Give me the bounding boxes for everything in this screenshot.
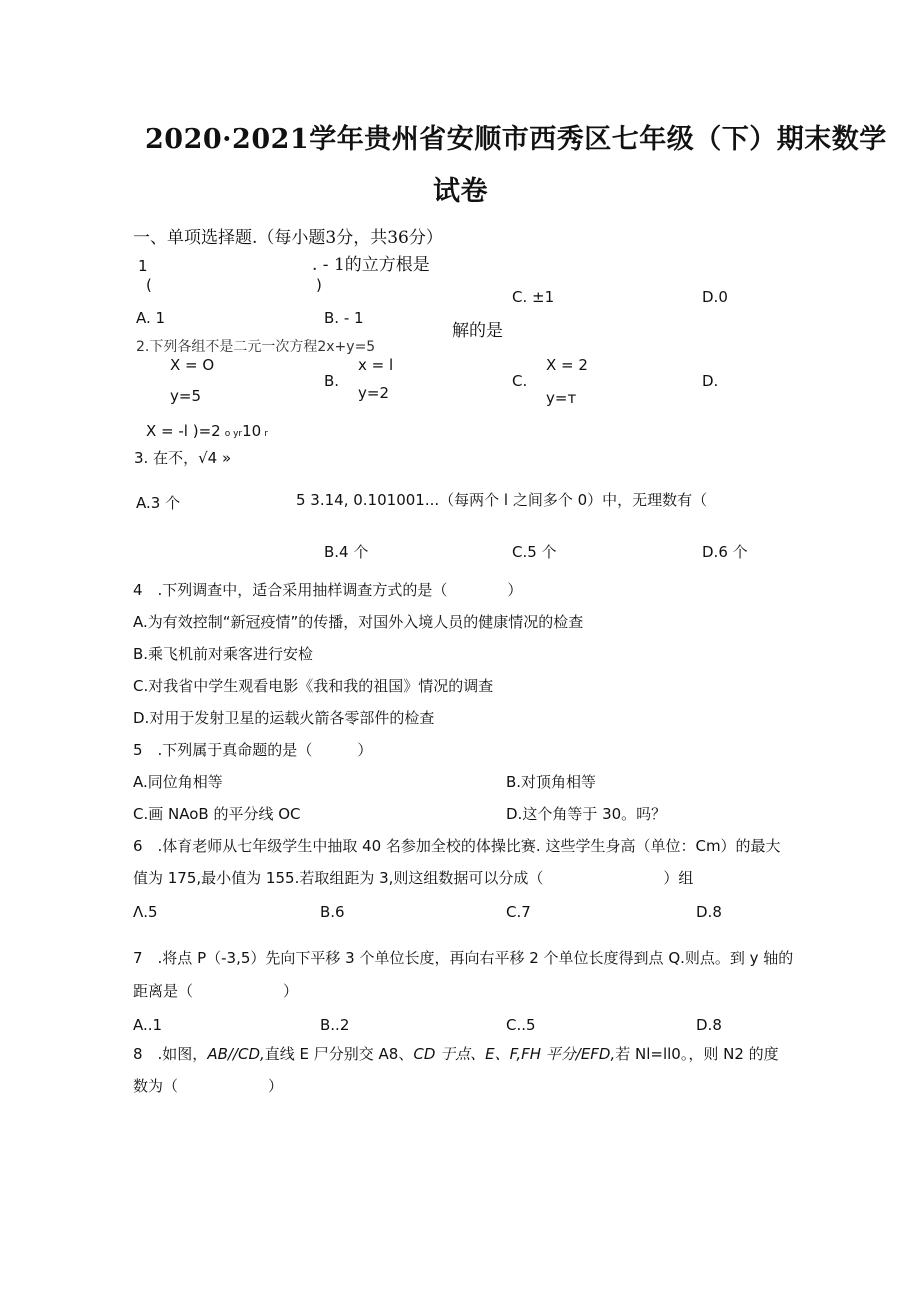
q4-option-c: C.对我省中学生观看电影《我和我的祖国》情况的调查 (133, 677, 494, 695)
q6-stem-line1: 6 .体育老师从七年级学生中抽取 40 名参加全校的体操比赛. 这些学生身高（单位：Cm）的最大 (133, 837, 781, 855)
q1-paren-open: ( (146, 276, 152, 294)
q4-stem: 4 .下列调查中，适合采用抽样调查方式的是（ ） (133, 581, 523, 599)
q2-extra-end: r (264, 429, 268, 439)
q1-number: 1 (138, 257, 148, 275)
q6-option-a: Λ.5 (133, 903, 158, 921)
q3-option-b: B.4 个 (324, 543, 369, 561)
q2-option-b-label: B. (324, 372, 340, 390)
q5-option-d: D.这个角等于 30。吗？ (506, 805, 667, 823)
q2-extra-line (146, 424, 268, 439)
q8-part5: 若 Nl=ll0。，则 N2 的度 (615, 1045, 779, 1063)
q2-option-c-x: X = 2 (546, 356, 588, 374)
q6-option-d: D.8 (696, 903, 722, 921)
q2-extra-main: X = -l )=2 (146, 422, 221, 440)
q2-garbled-clip (136, 339, 436, 355)
q1-option-b: B. - 1 (324, 309, 364, 327)
q2-extra-tail: 10 (242, 422, 262, 440)
q2-option-a-x: X = O (170, 356, 215, 374)
q7-option-b: B..2 (320, 1016, 350, 1034)
q7-stem-line1: 7 .将点 P（-3,5）先向下平移 3 个单位长度，再向右平移 2 个单位长度得到点 Q.则点。到 y 轴的 (133, 949, 794, 967)
section-heading: 一、单项选择题.（每小题3分，共36分） (133, 228, 443, 248)
q3-option-c: C.5 个 (512, 543, 557, 561)
q7-option-c: C..5 (506, 1016, 536, 1034)
q2-option-d-label: D. (702, 372, 719, 390)
q3-option-a: A.3 个 (136, 494, 181, 512)
q1-option-a: A. 1 (136, 309, 166, 327)
q1-option-c: C. ±1 (512, 288, 555, 306)
q2-option-c-label: C. (512, 372, 528, 390)
q7-option-d: D.8 (696, 1016, 722, 1034)
q5-option-a: A.同位角相等 (133, 773, 223, 791)
q1-stem: . - 1的立方根是 (312, 255, 430, 275)
q2-extra-sub: o yr (224, 429, 243, 439)
q8-stem-line1 (133, 1047, 779, 1062)
q7-stem-line2: 距离是（ ） (133, 982, 299, 1000)
q5-stem: 5 .下列属于真命题的是（ ） (133, 741, 373, 759)
q2-option-b-y: y=2 (358, 384, 389, 402)
q3-option-d: D.6 个 (702, 543, 748, 561)
q6-option-b: B.6 (320, 903, 345, 921)
q2-option-a-y: y=5 (170, 387, 201, 405)
q5-option-b: B.对顶角相等 (506, 773, 597, 791)
q6-option-c: C.7 (506, 903, 531, 921)
q3-stem: 3. 在不，√4 » (134, 449, 232, 467)
q2-option-c-y: y=т (546, 389, 577, 407)
q6-stem-line2: 值为 175,最小值为 155.若取组距为 3,则这组数据可以分成（ ）组 (133, 869, 694, 887)
q4-option-a: A.为有效控制“新冠疫情”的传播，对国外入境人员的健康情况的检查 (133, 613, 584, 631)
q8-part1: 8 .如图， (133, 1045, 208, 1063)
page-title: 2020·2021学年贵州省安顺市西秀区七年级（下）期末数学 (145, 124, 887, 155)
q2-solve-text: 解的是 (452, 321, 503, 341)
q2-option-b-x: x = l (358, 356, 394, 374)
q8-part2: AB//CD, (207, 1045, 265, 1063)
q8-stem-line2: 数为（ ） (133, 1077, 284, 1095)
q8-part3: 直线 E 尸分别交 A8、 (264, 1045, 414, 1063)
q1-option-d: D.0 (702, 288, 728, 306)
q4-option-d: D.对用于发射卫星的运载火箭各零部件的检查 (133, 709, 435, 727)
page-title-line2: 试卷 (433, 176, 488, 207)
q7-option-a: A..1 (133, 1016, 163, 1034)
q1-paren-close: ) (316, 276, 322, 294)
q4-option-b: B.乘飞机前对乘客进行安检 (133, 645, 314, 663)
q2-garbled-text: 2.下列各组不是二元一次方程2x+y=5 (136, 339, 376, 355)
q3-number-list: 5 3.14, 0.101001...（每两个 l 之间多个 0）中，无理数有（ (296, 491, 708, 509)
q8-part4: CD 于点、E、F,FH 平分/EFD, (413, 1045, 616, 1063)
q5-option-c: C.画 NAoB 的平分线 OC (133, 805, 301, 823)
